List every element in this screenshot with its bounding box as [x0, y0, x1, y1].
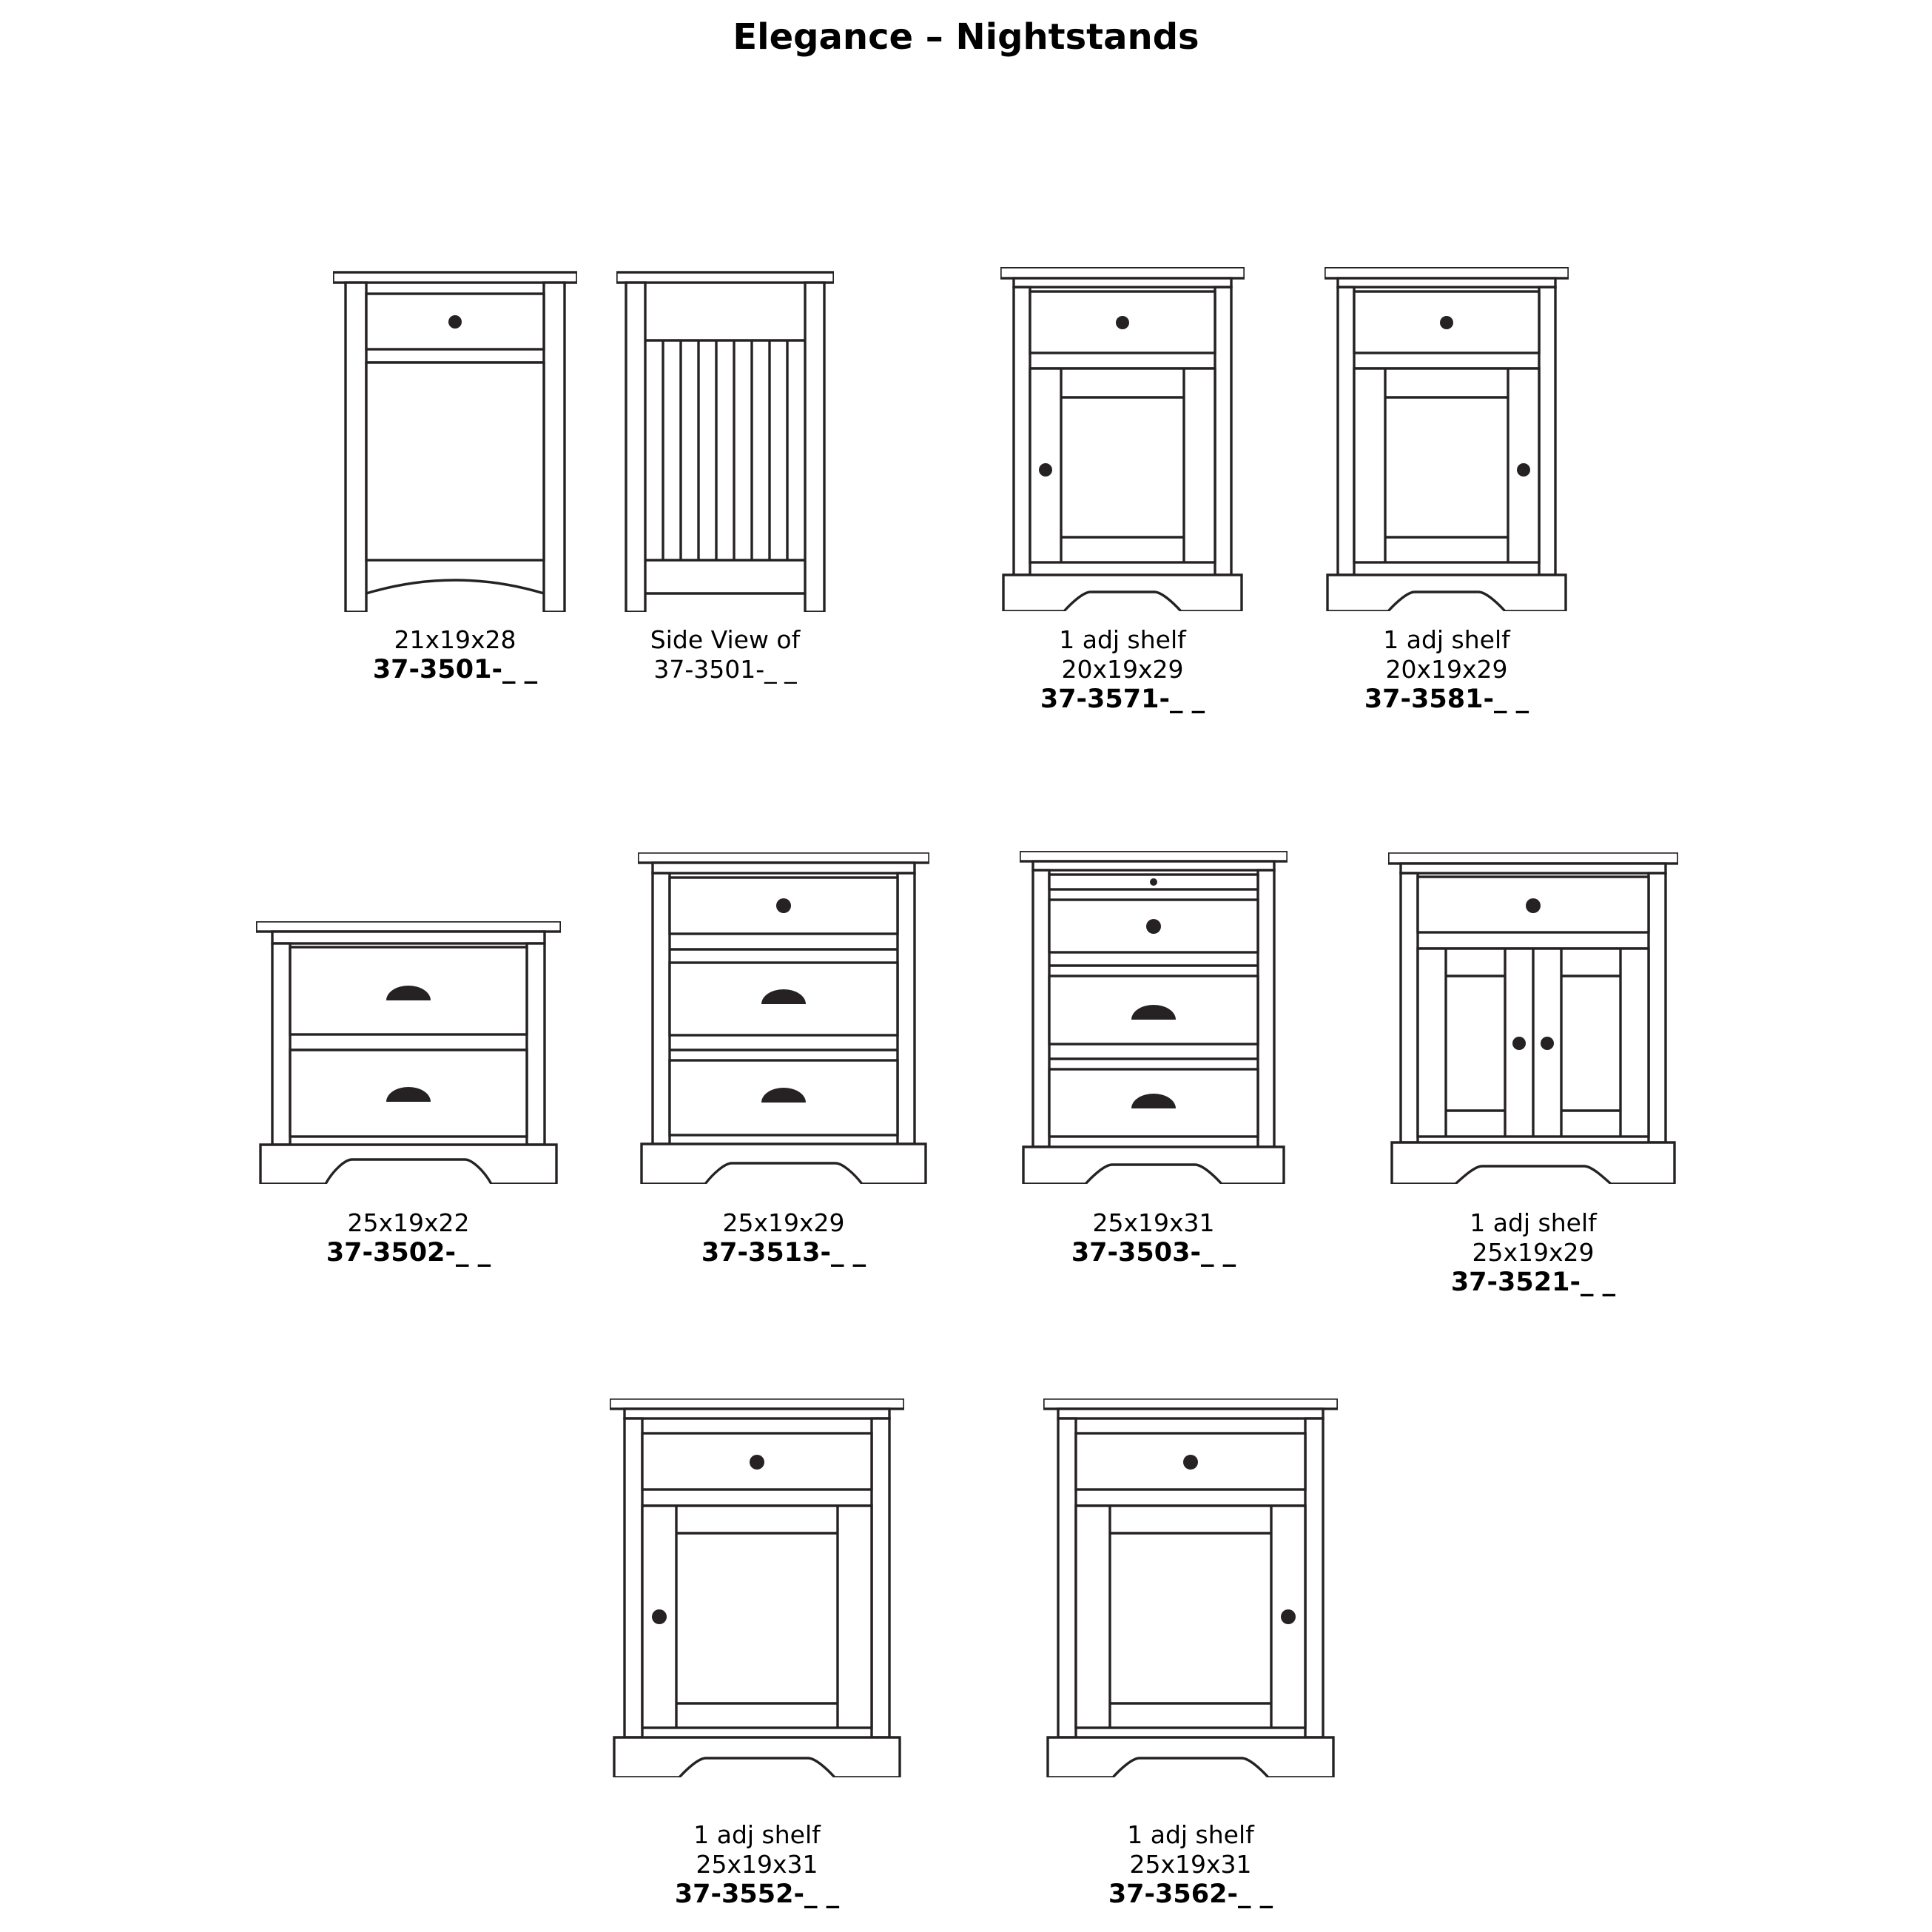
- crown-lower: [1338, 278, 1555, 287]
- size-label: 20x19x29: [1061, 655, 1184, 684]
- round-knob: [1281, 1609, 1296, 1624]
- product-figure-37-3513: [638, 852, 929, 1184]
- size-label: 25x19x31: [1129, 1850, 1252, 1879]
- round-knob: [1150, 878, 1157, 886]
- left-stile: [1338, 287, 1354, 575]
- crown-lower: [1014, 278, 1231, 287]
- left-stile: [1014, 287, 1030, 575]
- right-leg: [544, 283, 565, 612]
- round-knob: [1039, 463, 1052, 477]
- crown-top: [1000, 267, 1245, 278]
- nightstand-drawing: [333, 268, 577, 612]
- model-number: 37-3552-_ _: [674, 1879, 840, 1909]
- product-figure-37-3562: [1043, 1398, 1338, 1777]
- product-caption-37-3503: [983, 1208, 1324, 1268]
- model-number: 37-3521-_ _: [1450, 1268, 1616, 1297]
- round-knob: [776, 898, 791, 913]
- crown-top: [1020, 851, 1288, 861]
- size-label: 21x19x28: [394, 625, 516, 654]
- shelf-note: 1 adj shelf: [1059, 625, 1186, 654]
- nightstand-drawing: [1043, 1398, 1338, 1777]
- size-label: 20x19x29: [1385, 655, 1508, 684]
- right-leg: [805, 283, 824, 612]
- arched-rail: [366, 580, 544, 593]
- nightstand-drawing: [638, 852, 929, 1184]
- left-stile: [653, 873, 670, 1144]
- product-caption-37-3581: [1276, 625, 1617, 714]
- crown-top: [610, 1398, 904, 1409]
- nightstand-drawing: [610, 1398, 904, 1777]
- round-knob: [448, 315, 462, 329]
- model-number: 37-3503-_ _: [1071, 1238, 1236, 1268]
- left-stile: [1401, 873, 1418, 1142]
- product-figure-3501-side: [616, 268, 834, 612]
- product-caption-37-3552: [587, 1820, 927, 1909]
- round-knob: [750, 1455, 764, 1470]
- crown-lower: [1401, 864, 1666, 873]
- right-stile: [1649, 873, 1666, 1142]
- size-label: 25x19x31: [696, 1850, 818, 1879]
- model-number: 37-3581-_ _: [1364, 684, 1529, 714]
- crown-top: [1325, 267, 1569, 278]
- model-number: 37-3502-_ _: [326, 1238, 491, 1268]
- arched-base: [260, 1145, 556, 1184]
- right-stile: [872, 1418, 889, 1737]
- right-stile: [1215, 287, 1231, 575]
- round-knob: [1526, 898, 1541, 913]
- size-label: 25x19x22: [347, 1208, 470, 1237]
- crown-top: [256, 921, 561, 932]
- crown-lower: [272, 932, 545, 943]
- left-stile: [1058, 1418, 1076, 1737]
- product-figure-37-3503: [1020, 851, 1288, 1184]
- round-knob: [1116, 316, 1129, 329]
- right-stile: [1305, 1418, 1323, 1737]
- left-leg: [626, 283, 645, 612]
- page-title: Elegance – Nightstands: [733, 16, 1199, 58]
- crown-top: [1043, 1398, 1338, 1409]
- left-leg: [346, 283, 366, 612]
- nightstand-drawing: [1000, 267, 1245, 611]
- right-stile: [527, 943, 545, 1145]
- crown-top: [638, 852, 929, 863]
- product-caption-37-3571: [952, 625, 1293, 714]
- nightstand-drawing: [256, 921, 561, 1184]
- arched-base: [1023, 1147, 1284, 1184]
- product-figure-37-3581: [1325, 267, 1569, 611]
- model-number: 37-3562-_ _: [1108, 1879, 1273, 1909]
- shelf-note: 1 adj shelf: [1127, 1820, 1254, 1849]
- nightstand-drawing: [1325, 267, 1569, 611]
- crown-top: [1388, 852, 1678, 864]
- round-knob: [1440, 316, 1453, 329]
- right-stile: [1258, 870, 1274, 1147]
- left-stile: [625, 1418, 642, 1737]
- round-knob: [1183, 1455, 1198, 1470]
- round-knob: [1517, 463, 1530, 477]
- product-caption-3501-side: [555, 625, 895, 684]
- model-number: 37-3513-_ _: [701, 1238, 866, 1268]
- top-board: [616, 272, 834, 283]
- shelf-note: 1 adj shelf: [693, 1820, 821, 1849]
- product-caption-37-3513: [613, 1208, 954, 1268]
- crown-lower: [653, 863, 915, 873]
- round-knob: [1146, 919, 1161, 934]
- round-knob: [1512, 1037, 1526, 1050]
- shelf-note: 1 adj shelf: [1383, 625, 1510, 654]
- product-figure-37-3501: [333, 268, 577, 612]
- product-figure-37-3502: [256, 921, 561, 1184]
- model-number: 37-3501-_ _: [653, 655, 797, 684]
- round-knob: [652, 1609, 667, 1624]
- size-label: 25x19x29: [722, 1208, 845, 1237]
- side-view-note: Side View of: [650, 625, 801, 654]
- right-stile: [1539, 287, 1555, 575]
- product-figure-37-3521: [1388, 852, 1678, 1184]
- crown-lower: [1058, 1409, 1323, 1418]
- open-shelf-area: [366, 363, 544, 560]
- model-number: 37-3501-_ _: [372, 655, 538, 684]
- arched-base: [1003, 575, 1242, 611]
- arched-base: [1392, 1142, 1674, 1184]
- product-caption-37-3562: [1020, 1820, 1361, 1909]
- right-stile: [898, 873, 915, 1144]
- arched-base: [1048, 1737, 1333, 1777]
- size-label: 25x19x31: [1092, 1208, 1215, 1237]
- round-knob: [1541, 1037, 1554, 1050]
- nightstand-drawing: [616, 268, 834, 612]
- product-figure-37-3552: [610, 1398, 904, 1777]
- product-figure-37-3571: [1000, 267, 1245, 611]
- left-stile: [272, 943, 290, 1145]
- nightstand-drawing: [1388, 852, 1678, 1184]
- nightstand-drawing: [1020, 851, 1288, 1184]
- shelf-note: 1 adj shelf: [1470, 1208, 1597, 1237]
- left-stile: [1033, 870, 1049, 1147]
- crown-lower: [625, 1409, 889, 1418]
- arched-base: [614, 1737, 900, 1777]
- arched-base: [1327, 575, 1566, 611]
- product-caption-37-3521: [1363, 1208, 1703, 1297]
- crown-lower: [1033, 861, 1274, 870]
- size-label: 25x19x29: [1472, 1238, 1595, 1267]
- model-number: 37-3571-_ _: [1040, 684, 1205, 714]
- top-board: [333, 272, 577, 283]
- product-caption-37-3502: [238, 1208, 579, 1268]
- arched-base: [642, 1144, 926, 1184]
